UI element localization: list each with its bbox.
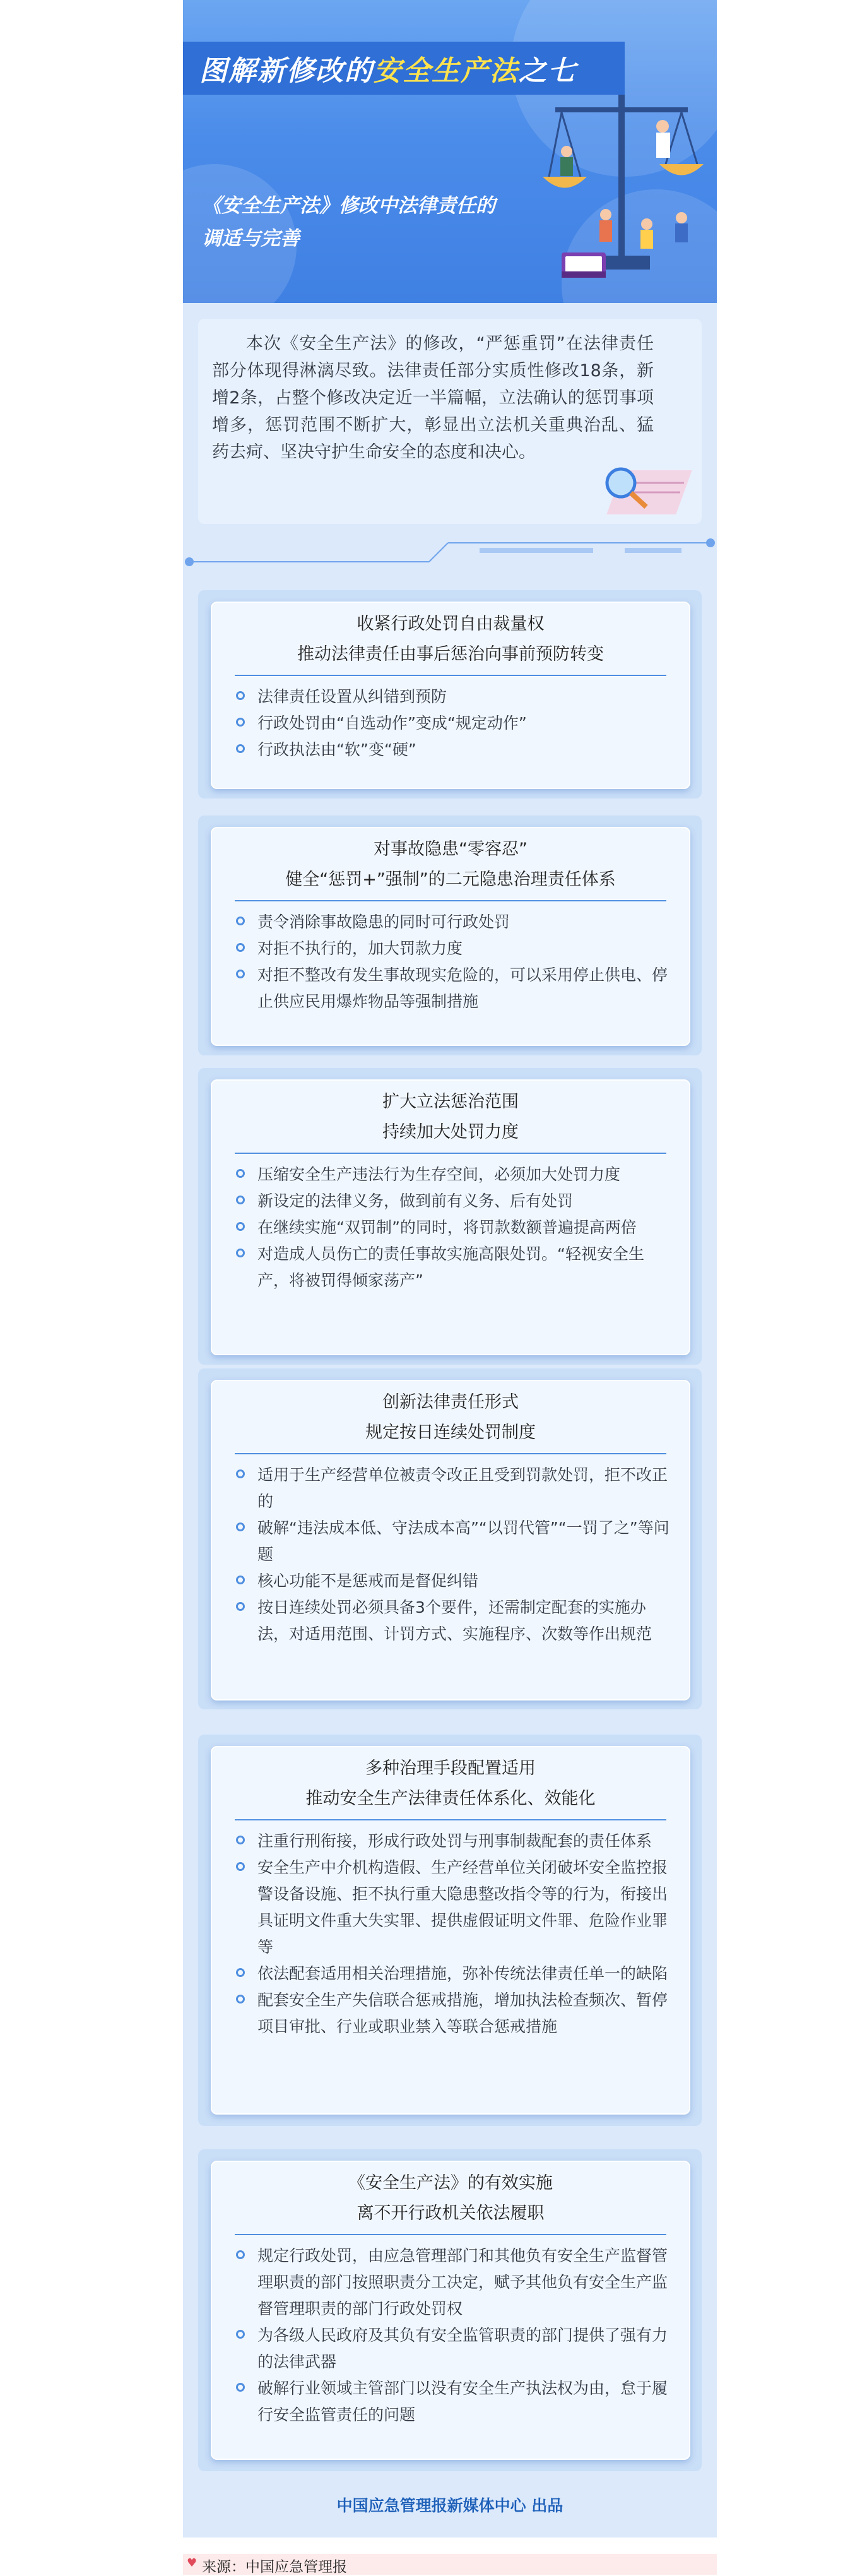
section-title: 创新法律责任形式 规定按日连续处罚制度	[365, 1392, 536, 1442]
section-list	[212, 684, 689, 773]
page-subtitle: 《安全生产法》修改中法律责任的 调适与完善	[202, 194, 495, 250]
list-item: 行政处罚由“自选动作”变成“规定动作”	[236, 710, 670, 737]
list-item: 适用于生产经营单位被责令改正且受到罚款处罚，拒不改正的	[236, 1462, 670, 1515]
intro-text: 本次《安全生产法》的修改，“严惩重罚”在法律责任部分体现得淋漓尽致。法律责任部分实质性修改18条，新增2条，占整个修改决定近一半篇幅，立法确认的惩罚事项增多，惩罚范围不断扩大，彰显出立法机关重典治乱、猛药去疴、坚决守护生命安全的态度和决心。	[212, 334, 654, 462]
section-list	[212, 909, 689, 1025]
circle-bullet-icon	[236, 970, 245, 978]
circle-bullet-icon	[236, 1469, 245, 1478]
infographic-column	[183, 0, 717, 2537]
section-list	[212, 2243, 689, 2438]
footer-credit: 中国应急管理报新媒体中心 出品	[336, 2496, 563, 2515]
list-item: 行政执法由“软”变“硬”	[236, 737, 670, 763]
section-card	[211, 602, 690, 789]
justice-scale-illustration	[536, 82, 713, 290]
section-list	[212, 1828, 689, 2050]
list-item: 核心功能不是惩戒而是督促纠错	[236, 1568, 670, 1594]
circle-bullet-icon	[236, 917, 245, 925]
circle-bullet-icon	[236, 1602, 245, 1611]
section-card	[211, 2161, 690, 2460]
list-item: 破解“违法成本低、守法成本高”“以罚代管”“一罚了之”等问题	[236, 1515, 670, 1568]
circle-bullet-icon	[236, 744, 245, 753]
list-item: 破解行业领域主管部门以没有安全生产执法权为由，怠于履行安全监管责任的问题	[236, 2375, 670, 2428]
circle-bullet-icon	[236, 1576, 245, 1584]
list-item: 法律责任设置从纠错到预防	[236, 684, 670, 710]
list-item: 规定行政处罚，由应急管理部门和其他负有安全生产监督管理职责的部门按照职责分工决定，赋予其他负有安全生产监督管理职责的部门行政处罚权	[236, 2243, 670, 2322]
section-rule	[235, 2234, 666, 2235]
circle-bullet-icon	[236, 2250, 245, 2259]
header-banner	[183, 0, 717, 303]
circle-bullet-icon	[236, 1522, 245, 1531]
list-item: 注重行刑衔接，形成行政处罚与刑事制裁配套的责任体系	[236, 1828, 670, 1855]
circle-bullet-icon	[236, 943, 245, 952]
section-card	[211, 1380, 690, 1701]
circle-bullet-icon	[236, 1249, 245, 1257]
source-text: 来源：中国应急管理报	[202, 2559, 347, 2575]
circle-bullet-icon	[236, 1169, 245, 1178]
circle-bullet-icon	[236, 1995, 245, 2003]
page-title: 图解新修改的安全生产法之七	[199, 55, 577, 87]
circle-bullet-icon	[236, 2330, 245, 2339]
list-item: 对拒不整改有发生事故现实危险的，可以采用停止供电、停止供应民用爆炸物品等强制措施	[236, 962, 670, 1015]
list-item: 责令消除事故隐患的同时可行政处罚	[236, 909, 670, 935]
heart-icon: ♥	[187, 2556, 198, 2570]
section-rule	[235, 1453, 666, 1454]
section-title: 《安全生产法》的有效实施 离不开行政机关依法履职	[348, 2173, 553, 2223]
decor-divider	[183, 535, 717, 573]
list-item: 依法配套适用相关治理措施，弥补传统法律责任单一的缺陷	[236, 1961, 670, 1987]
section-card	[211, 827, 690, 1046]
circle-bullet-icon	[236, 1862, 245, 1871]
list-item: 对拒不执行的，加大罚款力度	[236, 935, 670, 962]
circle-bullet-icon	[236, 718, 245, 727]
circle-bullet-icon	[236, 1222, 245, 1231]
circle-bullet-icon	[236, 691, 245, 700]
section-title: 对事故隐患“零容忍” 健全“惩罚+”强制”的二元隐患治理责任体系	[285, 840, 616, 889]
magnifier-document-icon	[583, 458, 703, 521]
circle-bullet-icon	[236, 1196, 245, 1204]
section-rule	[235, 675, 666, 676]
section-card	[211, 1746, 690, 2115]
source-bar	[183, 2554, 717, 2575]
intro-card	[198, 319, 702, 524]
list-item: 在继续实施“双罚制”的同时，将罚款数额普遍提高两倍	[236, 1214, 670, 1241]
list-item: 新设定的法律义务，做到前有义务、后有处罚	[236, 1188, 670, 1214]
section-list	[212, 1161, 689, 1304]
circle-bullet-icon	[236, 1968, 245, 1977]
section-title: 多种治理手段配置适用 推动安全生产法律责任体系化、效能化	[305, 1759, 596, 1808]
list-item: 为各级人民政府及其负有安全监管职责的部门提供了强有力的法律武器	[236, 2322, 670, 2375]
section-list	[212, 1462, 689, 1658]
list-item: 安全生产中介机构造假、生产经营单位关闭破坏安全监控报警设备设施、拒不执行重大隐患整改指令等的行为，衔接出具证明文件重大失实罪、提供虚假证明文件罪、危险作业罪等	[236, 1855, 670, 1961]
list-item: 配套安全生产失信联合惩戒措施，增加执法检查频次、暂停项目审批、行业或职业禁入等联合惩戒措施	[236, 1987, 670, 2040]
circle-bullet-icon	[236, 1836, 245, 1844]
section-rule	[235, 1819, 666, 1820]
section-card	[211, 1079, 690, 1355]
section-rule	[235, 1153, 666, 1154]
section-title: 扩大立法惩治范围 持续加大处罚力度	[382, 1092, 519, 1142]
list-item: 压缩安全生产违法行为生存空间，必须加大处罚力度	[236, 1161, 670, 1188]
section-rule	[235, 900, 666, 901]
list-item: 对造成人员伤亡的责任事故实施高限处罚。“轻视安全生产，将被罚得倾家荡产”	[236, 1241, 670, 1294]
circle-bullet-icon	[236, 2383, 245, 2392]
list-item: 按日连续处罚必须具备3个要件，还需制定配套的实施办法，对适用范围、计罚方式、实施程序、次数等作出规范	[236, 1594, 670, 1647]
section-title: 收紧行政处罚自由裁量权 推动法律责任由事后惩治向事前预防转变	[297, 614, 604, 664]
